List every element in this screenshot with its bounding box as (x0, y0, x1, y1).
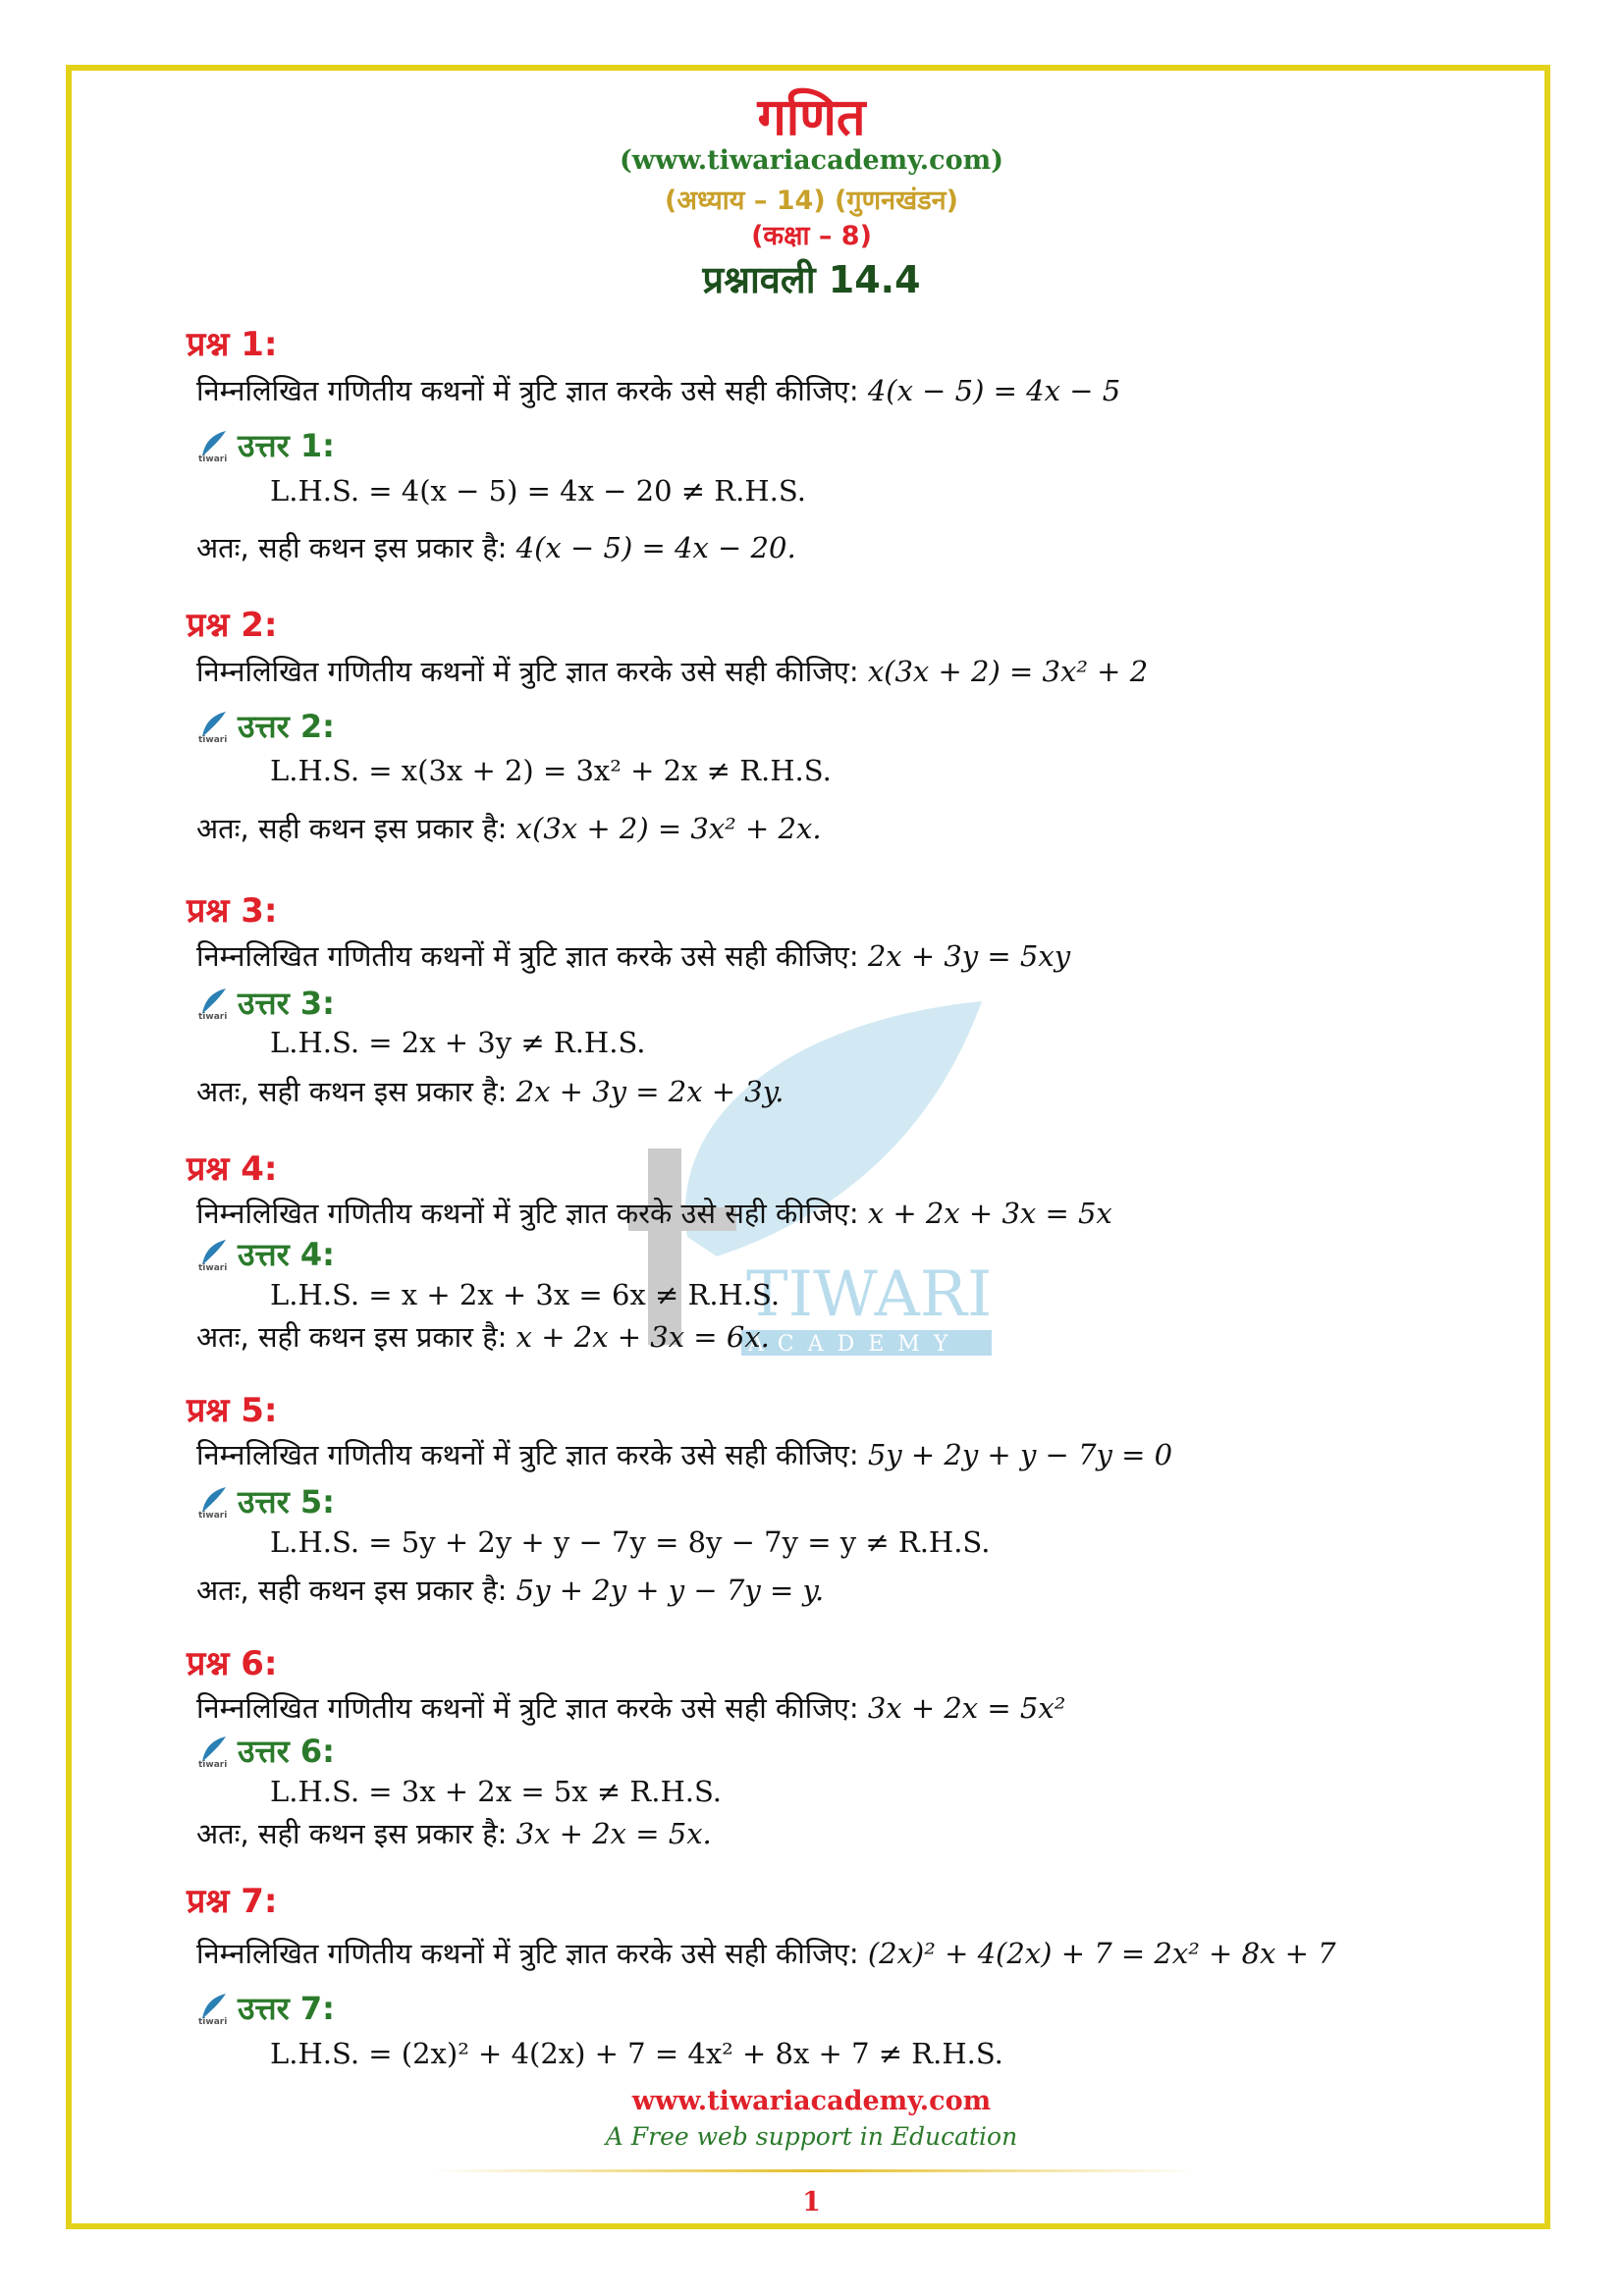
footer-tagline: A Free web support in Education (605, 2122, 1018, 2151)
answer-2-label: tiwari उत्तर 2: (198, 708, 335, 745)
svg-text:tiwari: tiwari (198, 1262, 228, 1271)
page-number: 1 (802, 2187, 821, 2217)
question-4-text: निम्नलिखित गणितीय कथनों में त्रुटि ज्ञात करके उसे सही कीजिए: x + 2x + 3x = 5x (196, 1197, 1112, 1230)
quill-icon (196, 1735, 230, 1768)
question-3-label: प्रश्न 3: (187, 891, 278, 931)
question-7-label: प्रश्न 7: (187, 1882, 278, 1921)
page-title: गणित (757, 88, 866, 147)
question-2-label: प्रश्न 2: (187, 606, 278, 645)
answer-5-lhs: L.H.S. = 5y + 2y + y − 7y = 8y − 7y = y ≠ R.H.S. (270, 1525, 991, 1559)
watermark-logo-text: TIWARI (746, 1258, 993, 1331)
exercise-title: प्रश्नावली 14.4 (702, 258, 921, 301)
header-class: (कक्षा – 8) (751, 221, 872, 251)
quill-icon (196, 1992, 230, 2025)
question-1-text: निम्नलिखित गणितीय कथनों में त्रुटि ज्ञात करके उसे सही कीजिए: 4(x − 5) = 4x − 5 (196, 374, 1121, 407)
quill-icon (196, 1238, 230, 1271)
answer-4-lhs: L.H.S. = x + 2x + 3x = 6x ≠ R.H.S. (270, 1278, 781, 1311)
answer-6-label: tiwari उत्तर 6: (198, 1733, 335, 1770)
answer-6-lhs: L.H.S. = 3x + 2x = 5x ≠ R.H.S. (270, 1775, 723, 1808)
quill-icon (196, 429, 230, 462)
quill-icon (196, 710, 230, 743)
question-2-text: निम्नलिखित गणितीय कथनों में त्रुटि ज्ञात करके उसे सही कीजिए: x(3x + 2) = 3x² + 2 (196, 655, 1149, 688)
answer-1-conclusion: अतः, सही कथन इस प्रकार है: 4(x − 5) = 4x − 20. (196, 531, 796, 564)
question-4-label: प्रश्न 4: (187, 1149, 278, 1189)
header-website: (www.tiwariacademy.com) (620, 145, 1003, 176)
answer-5-label: tiwari उत्तर 5: (198, 1483, 335, 1521)
answer-1-label: tiwari उत्तर 1: (198, 427, 335, 464)
answer-2-lhs: L.H.S. = x(3x + 2) = 3x² + 2x ≠ R.H.S. (270, 754, 832, 787)
answer-3-conclusion: अतः, सही कथन इस प्रकार है: 2x + 3y = 2x + 3y. (196, 1075, 784, 1108)
answer-3-label: tiwari उत्तर 3: (198, 985, 335, 1022)
answer-4-label: tiwari उत्तर 4: (198, 1236, 335, 1273)
question-7-text: निम्नलिखित गणितीय कथनों में त्रुटि ज्ञात करके उसे सही कीजिए: (2x)² + 4(2x) + 7 = 2x² + 8x + 7 (196, 1937, 1336, 1970)
svg-text:tiwari: tiwari (198, 1510, 228, 1519)
answer-7-lhs: L.H.S. = (2x)² + 4(2x) + 7 = 4x² + 8x + 7 ≠ R.H.S. (270, 2037, 1003, 2070)
svg-text:tiwari: tiwari (198, 1011, 228, 1020)
question-6-text: निम्नलिखित गणितीय कथनों में त्रुटि ज्ञात करके उसे सही कीजिए: 3x + 2x = 5x² (196, 1691, 1066, 1725)
quill-icon (196, 1485, 230, 1519)
footer-divider (432, 2169, 1198, 2172)
question-1-label: प्रश्न 1: (187, 325, 278, 364)
answer-4-conclusion: अतः, सही कथन इस प्रकार है: x + 2x + 3x = 6x. (196, 1320, 770, 1354)
answer-7-label: tiwari उत्तर 7: (198, 1990, 335, 2027)
watermark-sub-text: ACADEMY (748, 1332, 962, 1357)
answer-2-conclusion: अतः, सही कथन इस प्रकार है: x(3x + 2) = 3x² + 2x. (196, 812, 822, 845)
footer-website[interactable]: www.tiwariacademy.com (631, 2086, 992, 2116)
svg-text:tiwari: tiwari (198, 454, 228, 462)
question-3-text: निम्नलिखित गणितीय कथनों में त्रुटि ज्ञात करके उसे सही कीजिए: 2x + 3y = 5xy (196, 939, 1071, 973)
answer-6-conclusion: अतः, सही कथन इस प्रकार है: 3x + 2x = 5x. (196, 1817, 712, 1850)
answer-5-conclusion: अतः, सही कथन इस प्रकार है: 5y + 2y + y − 7y = y. (196, 1574, 825, 1607)
svg-text:tiwari: tiwari (198, 1759, 228, 1768)
svg-text:tiwari: tiwari (198, 2016, 228, 2025)
question-6-label: प्रश्न 6: (187, 1644, 278, 1683)
question-5-label: प्रश्न 5: (187, 1391, 278, 1430)
answer-1-lhs: L.H.S. = 4(x − 5) = 4x − 20 ≠ R.H.S. (270, 474, 806, 507)
question-5-text: निम्नलिखित गणितीय कथनों में त्रुटि ज्ञात करके उसे सही कीजिए: 5y + 2y + y − 7y = 0 (196, 1438, 1173, 1471)
svg-text:tiwari: tiwari (198, 734, 228, 743)
answer-3-lhs: L.H.S. = 2x + 3y ≠ R.H.S. (270, 1026, 646, 1059)
header-chapter: (अध्याय – 14) (गुणनखंडन) (665, 186, 958, 216)
quill-icon (196, 987, 230, 1020)
